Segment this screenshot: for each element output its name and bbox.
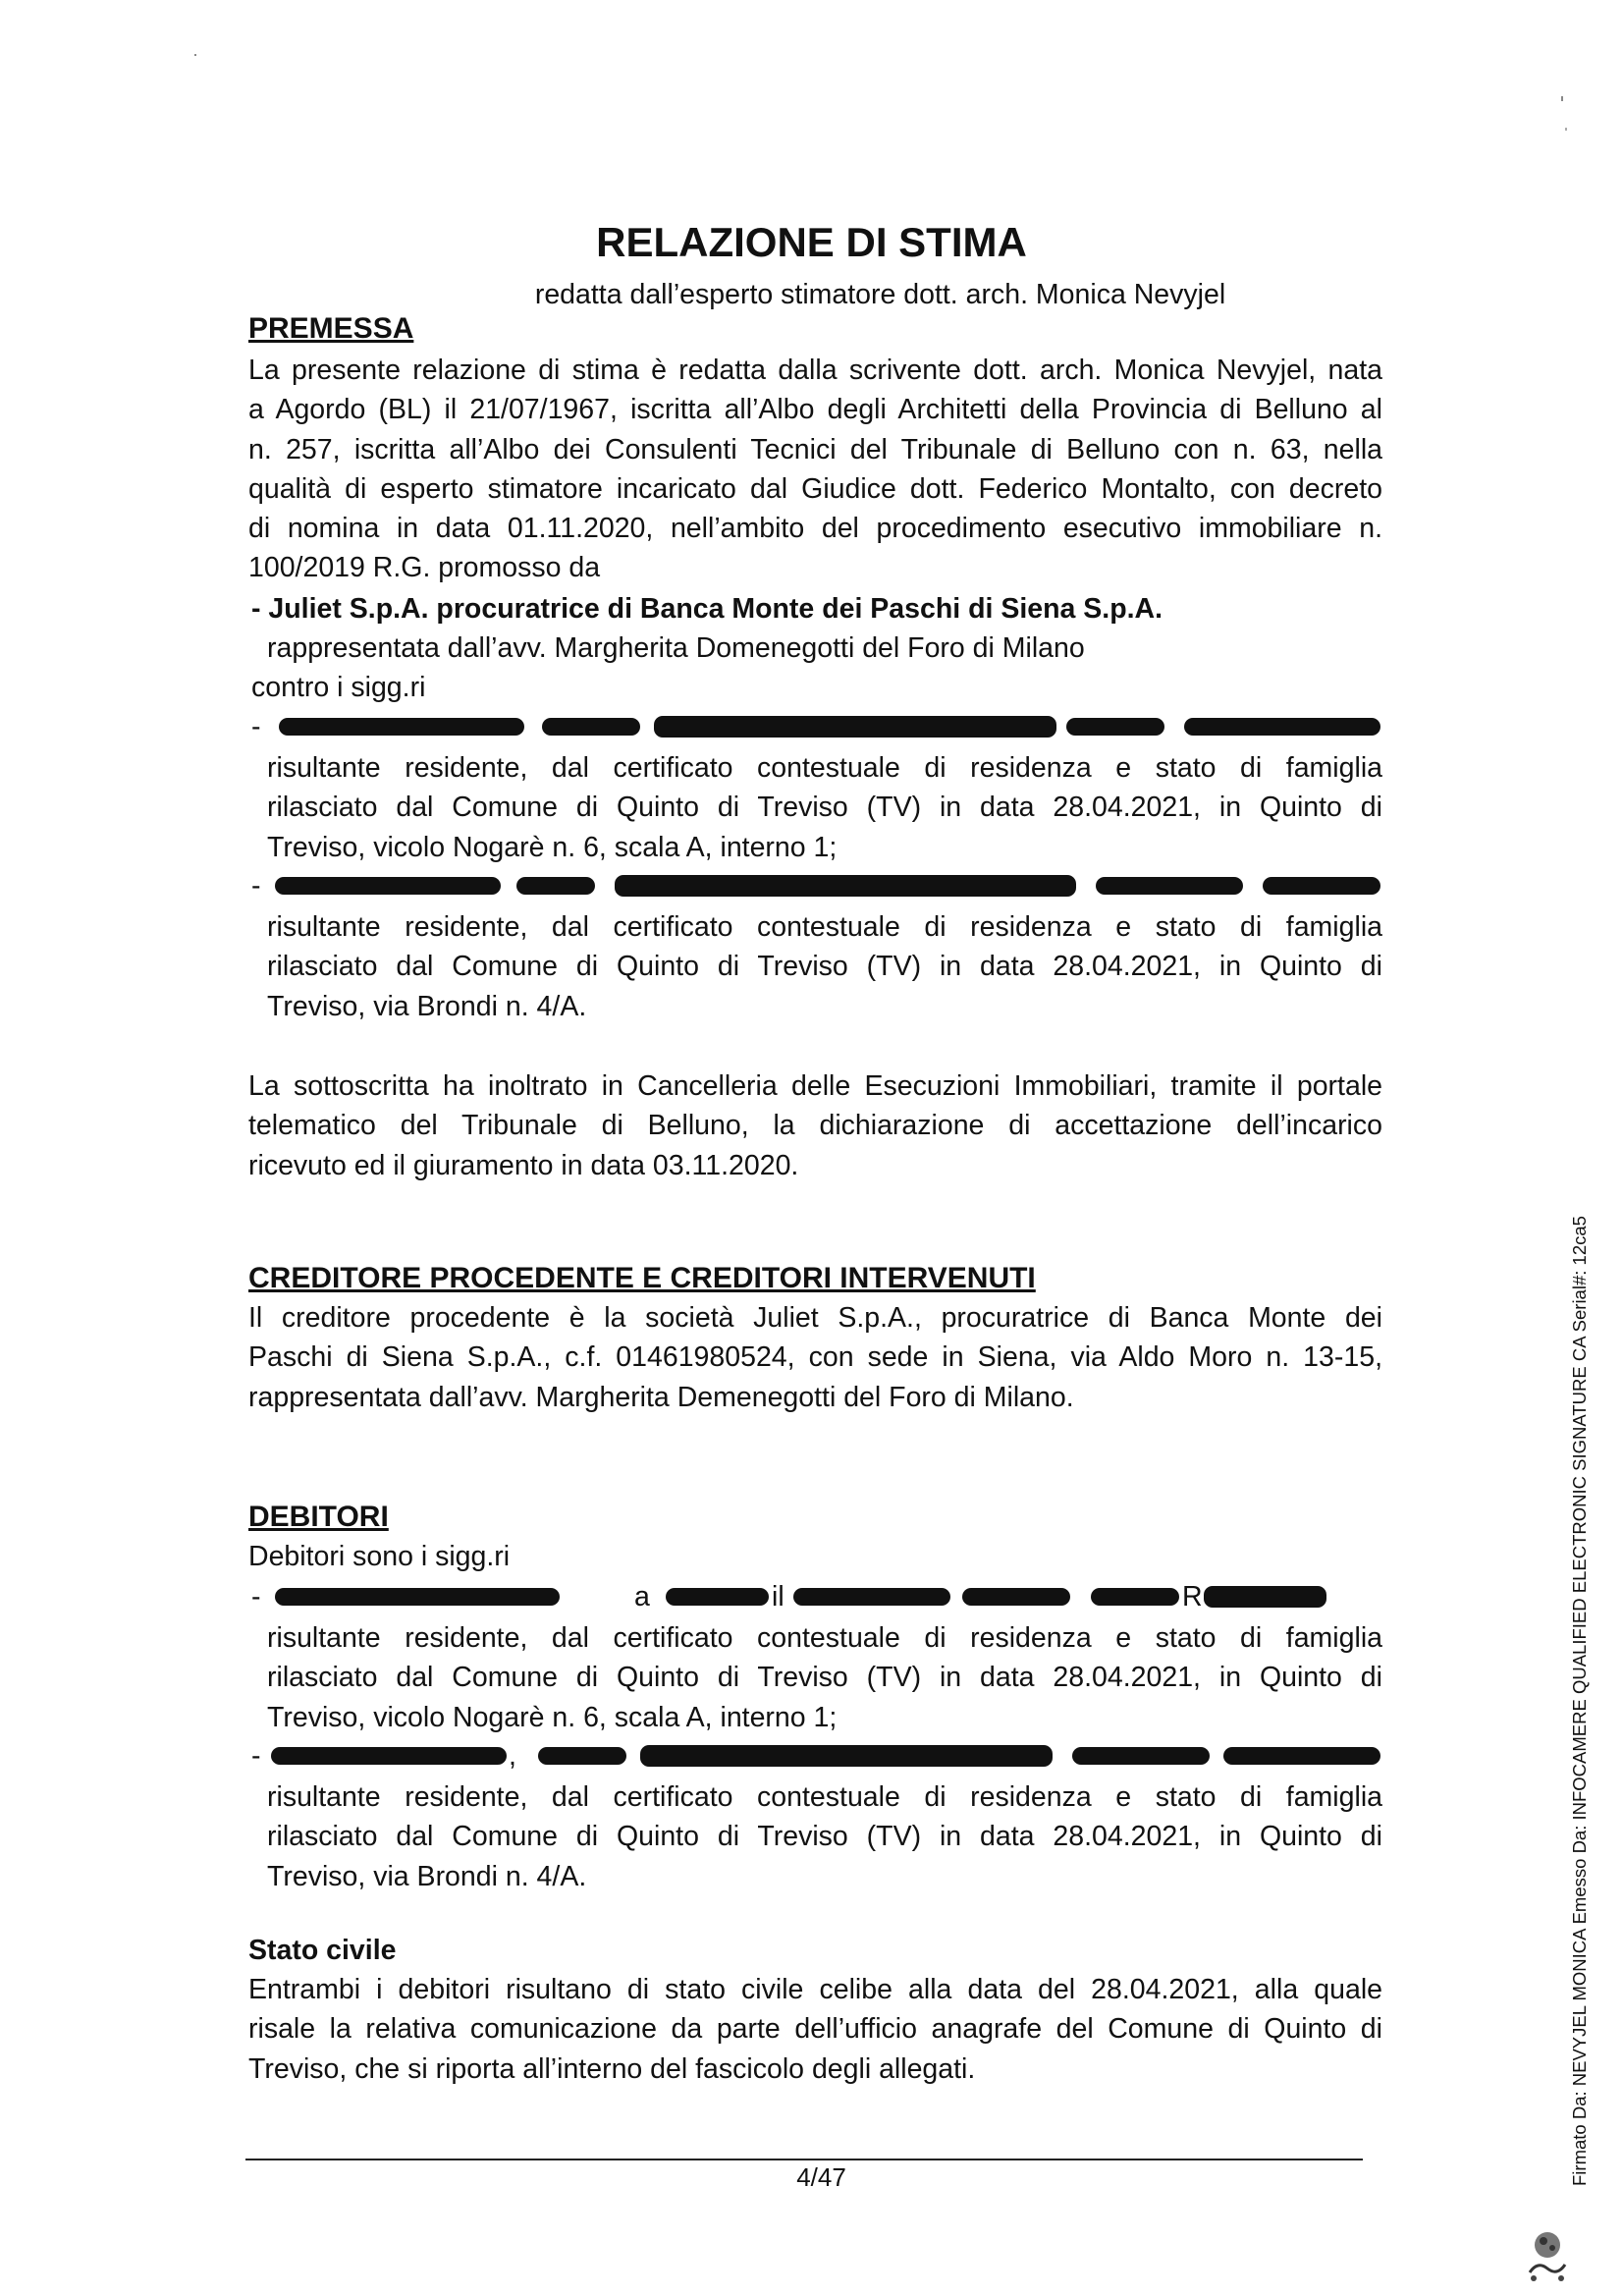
- redacted-debtor-4: - ,: [251, 1736, 1390, 1776]
- redacted-il: il: [772, 1581, 784, 1613]
- redaction-bar: [640, 1745, 1053, 1767]
- creditori-body: [248, 1298, 1382, 1417]
- redaction-bar: [1091, 1588, 1179, 1606]
- redacted-a: a: [634, 1581, 650, 1613]
- redaction-bar: [654, 716, 1056, 738]
- text-line: Treviso, via Brondi n. 4/A.: [267, 1860, 587, 1892]
- redacted-debtor-2: -: [251, 866, 1390, 905]
- text-line: risale la relativa comunicazione da parte dell’ufficio anagrafe del Comune di Quinto di: [248, 2013, 1382, 2046]
- text-line: Paschi di Siena S.p.A., c.f. 01461980524, con sede in Siena, via Aldo Moro n. 13-15,: [248, 1341, 1382, 1374]
- redaction-bar: [275, 1588, 560, 1606]
- debitori-debtor1-text: [267, 1618, 1382, 1737]
- redaction-bar: [1066, 718, 1164, 736]
- text-line: Treviso, vicolo Nogarè n. 6, scala A, interno 1;: [267, 831, 838, 863]
- redaction-bar: [1184, 718, 1380, 736]
- text-line: 100/2019 R.G. promosso da: [248, 552, 601, 584]
- text-line: Entrambi i debitori risultano di stato civile celibe alla data del 28.04.2021, alla quale: [248, 1974, 1382, 2005]
- text-line: n. 257, iscritta all’Albo dei Consulenti Tecnici del Tribunale di Belluno con n. 63, nella: [248, 433, 1382, 465]
- stato-civile-body: [248, 1970, 1382, 2089]
- redacted-debtor-1: -: [251, 707, 1390, 746]
- redaction-bar: [1223, 1747, 1380, 1765]
- debitori-heading: DEBITORI: [248, 1501, 389, 1533]
- text-line: rilasciato dal Comune di Quinto di Treviso (TV) in data 28.04.2021, in Quinto di: [267, 1662, 1382, 1694]
- redaction-bar: [271, 1747, 507, 1765]
- text-line: rappresentata dall’avv. Margherita Demenegotti del Foro di Milano.: [248, 1381, 1074, 1413]
- premessa-heading: PREMESSA: [248, 312, 414, 345]
- redacted-comma: ,: [509, 1740, 516, 1772]
- text-line: Treviso, vicolo Nogarè n. 6, scala A, interno 1;: [267, 1701, 838, 1733]
- text-line: risultante residente, dal certificato contestuale di residenza e stato di famiglia: [267, 1781, 1382, 1813]
- redaction-bar: [516, 877, 595, 895]
- creditor-rep: rappresentata dall’avv. Margherita Domenegotti del Foro di Milano: [267, 632, 1085, 664]
- scan-speck: [1561, 96, 1563, 101]
- redaction-bar: [275, 877, 501, 895]
- premessa-debtor2-text: [267, 907, 1382, 1026]
- text-line: risultante residente, dal certificato contestuale di residenza e stato di famiglia: [267, 911, 1382, 943]
- redaction-bar: [962, 1588, 1070, 1606]
- text-line: risultante residente, dal certificato contestuale di residenza e stato di famiglia: [267, 752, 1382, 784]
- redacted-debtor-3: - a il R: [251, 1577, 1390, 1616]
- seal-icon: [1524, 2227, 1571, 2284]
- stato-civile-heading: Stato civile: [248, 1935, 397, 1966]
- creditori-heading: CREDITORE PROCEDENTE E CREDITORI INTERVENUTI: [248, 1262, 1036, 1294]
- text-line: qualità di esperto stimatore incaricato dal Giudice dott. Federico Montalto, con decreto: [248, 472, 1382, 505]
- creditor-line: - Juliet S.p.A. procuratrice di Banca Monte dei Paschi di Siena S.p.A.: [251, 593, 1163, 625]
- text-line: La sottoscritta ha inoltrato in Cancelleria delle Esecuzioni Immobiliari, tramite il portale: [248, 1070, 1382, 1102]
- acceptance-paragraph: [248, 1066, 1382, 1185]
- redaction-bar: [279, 718, 524, 736]
- text-line: Treviso, che si riporta all’interno del fascicolo degli allegati.: [248, 2052, 976, 2085]
- debitori-intro: Debitori sono i sigg.ri: [248, 1541, 511, 1572]
- text-line: rilasciato dal Comune di Quinto di Treviso (TV) in data 28.04.2021, in Quinto di: [267, 792, 1382, 824]
- text-line: La presente relazione di stima è redatta dalla scrivente dott. arch. Monica Nevyjel, nata: [248, 355, 1382, 386]
- redaction-bar: [542, 718, 640, 736]
- page-subtitle: redatta dall’esperto stimatore dott. arch. Monica Nevyjel: [534, 279, 1226, 310]
- text-line: telematico del Tribunale di Belluno, la dichiarazione di accettazione dell’incarico: [248, 1110, 1382, 1142]
- contro-line: contro i sigg.ri: [251, 672, 426, 703]
- text-line: Treviso, via Brondi n. 4/A.: [267, 990, 587, 1022]
- redaction-bar: [538, 1747, 626, 1765]
- premessa-body: [248, 351, 1382, 588]
- debitori-debtor2-text: [267, 1777, 1382, 1896]
- text-line: rilasciato dal Comune di Quinto di Treviso (TV) in data 28.04.2021, in Quinto di: [267, 951, 1382, 983]
- text-line: ricevuto ed il giuramento in data 03.11.2020.: [248, 1149, 799, 1181]
- premessa-debtor1-text: [267, 748, 1382, 867]
- signature-stamp: Firmato Da: NEVYJEL MONICA Emesso Da: INFOCAMERE QUALIFIED ELECTRONIC SIGNATURE CA Serial#: 12ca5: [1569, 1216, 1590, 2186]
- text-line: rilasciato dal Comune di Quinto di Treviso (TV) in data 28.04.2021, in Quinto di: [267, 1821, 1382, 1853]
- page-number: 4/47: [796, 2162, 846, 2192]
- redaction-bar: [1072, 1747, 1210, 1765]
- text-line: a Agordo (BL) il 21/07/1967, iscritta all’Albo degli Architetti della Provincia di Belluno al: [248, 394, 1382, 426]
- text-line: risultante residente, dal certificato contestuale di residenza e stato di famiglia: [267, 1622, 1382, 1654]
- redaction-bar: [1263, 877, 1380, 895]
- page-title: RELAZIONE DI STIMA: [596, 219, 1027, 265]
- redaction-bar: [1096, 877, 1243, 895]
- redaction-bar: [1204, 1586, 1326, 1608]
- text-line: di nomina in data 01.11.2020, nell’ambito del procedimento esecutivo immobiliare n.: [248, 513, 1382, 545]
- scan-speck: [194, 54, 196, 56]
- redaction-bar: [666, 1588, 769, 1606]
- scan-speck: [1565, 128, 1567, 131]
- redacted-r: R: [1182, 1581, 1203, 1613]
- text-line: Il creditore procedente è la società Juliet S.p.A., procuratrice di Banca Monte dei: [248, 1302, 1382, 1334]
- redaction-bar: [793, 1588, 950, 1606]
- redaction-bar: [615, 875, 1076, 897]
